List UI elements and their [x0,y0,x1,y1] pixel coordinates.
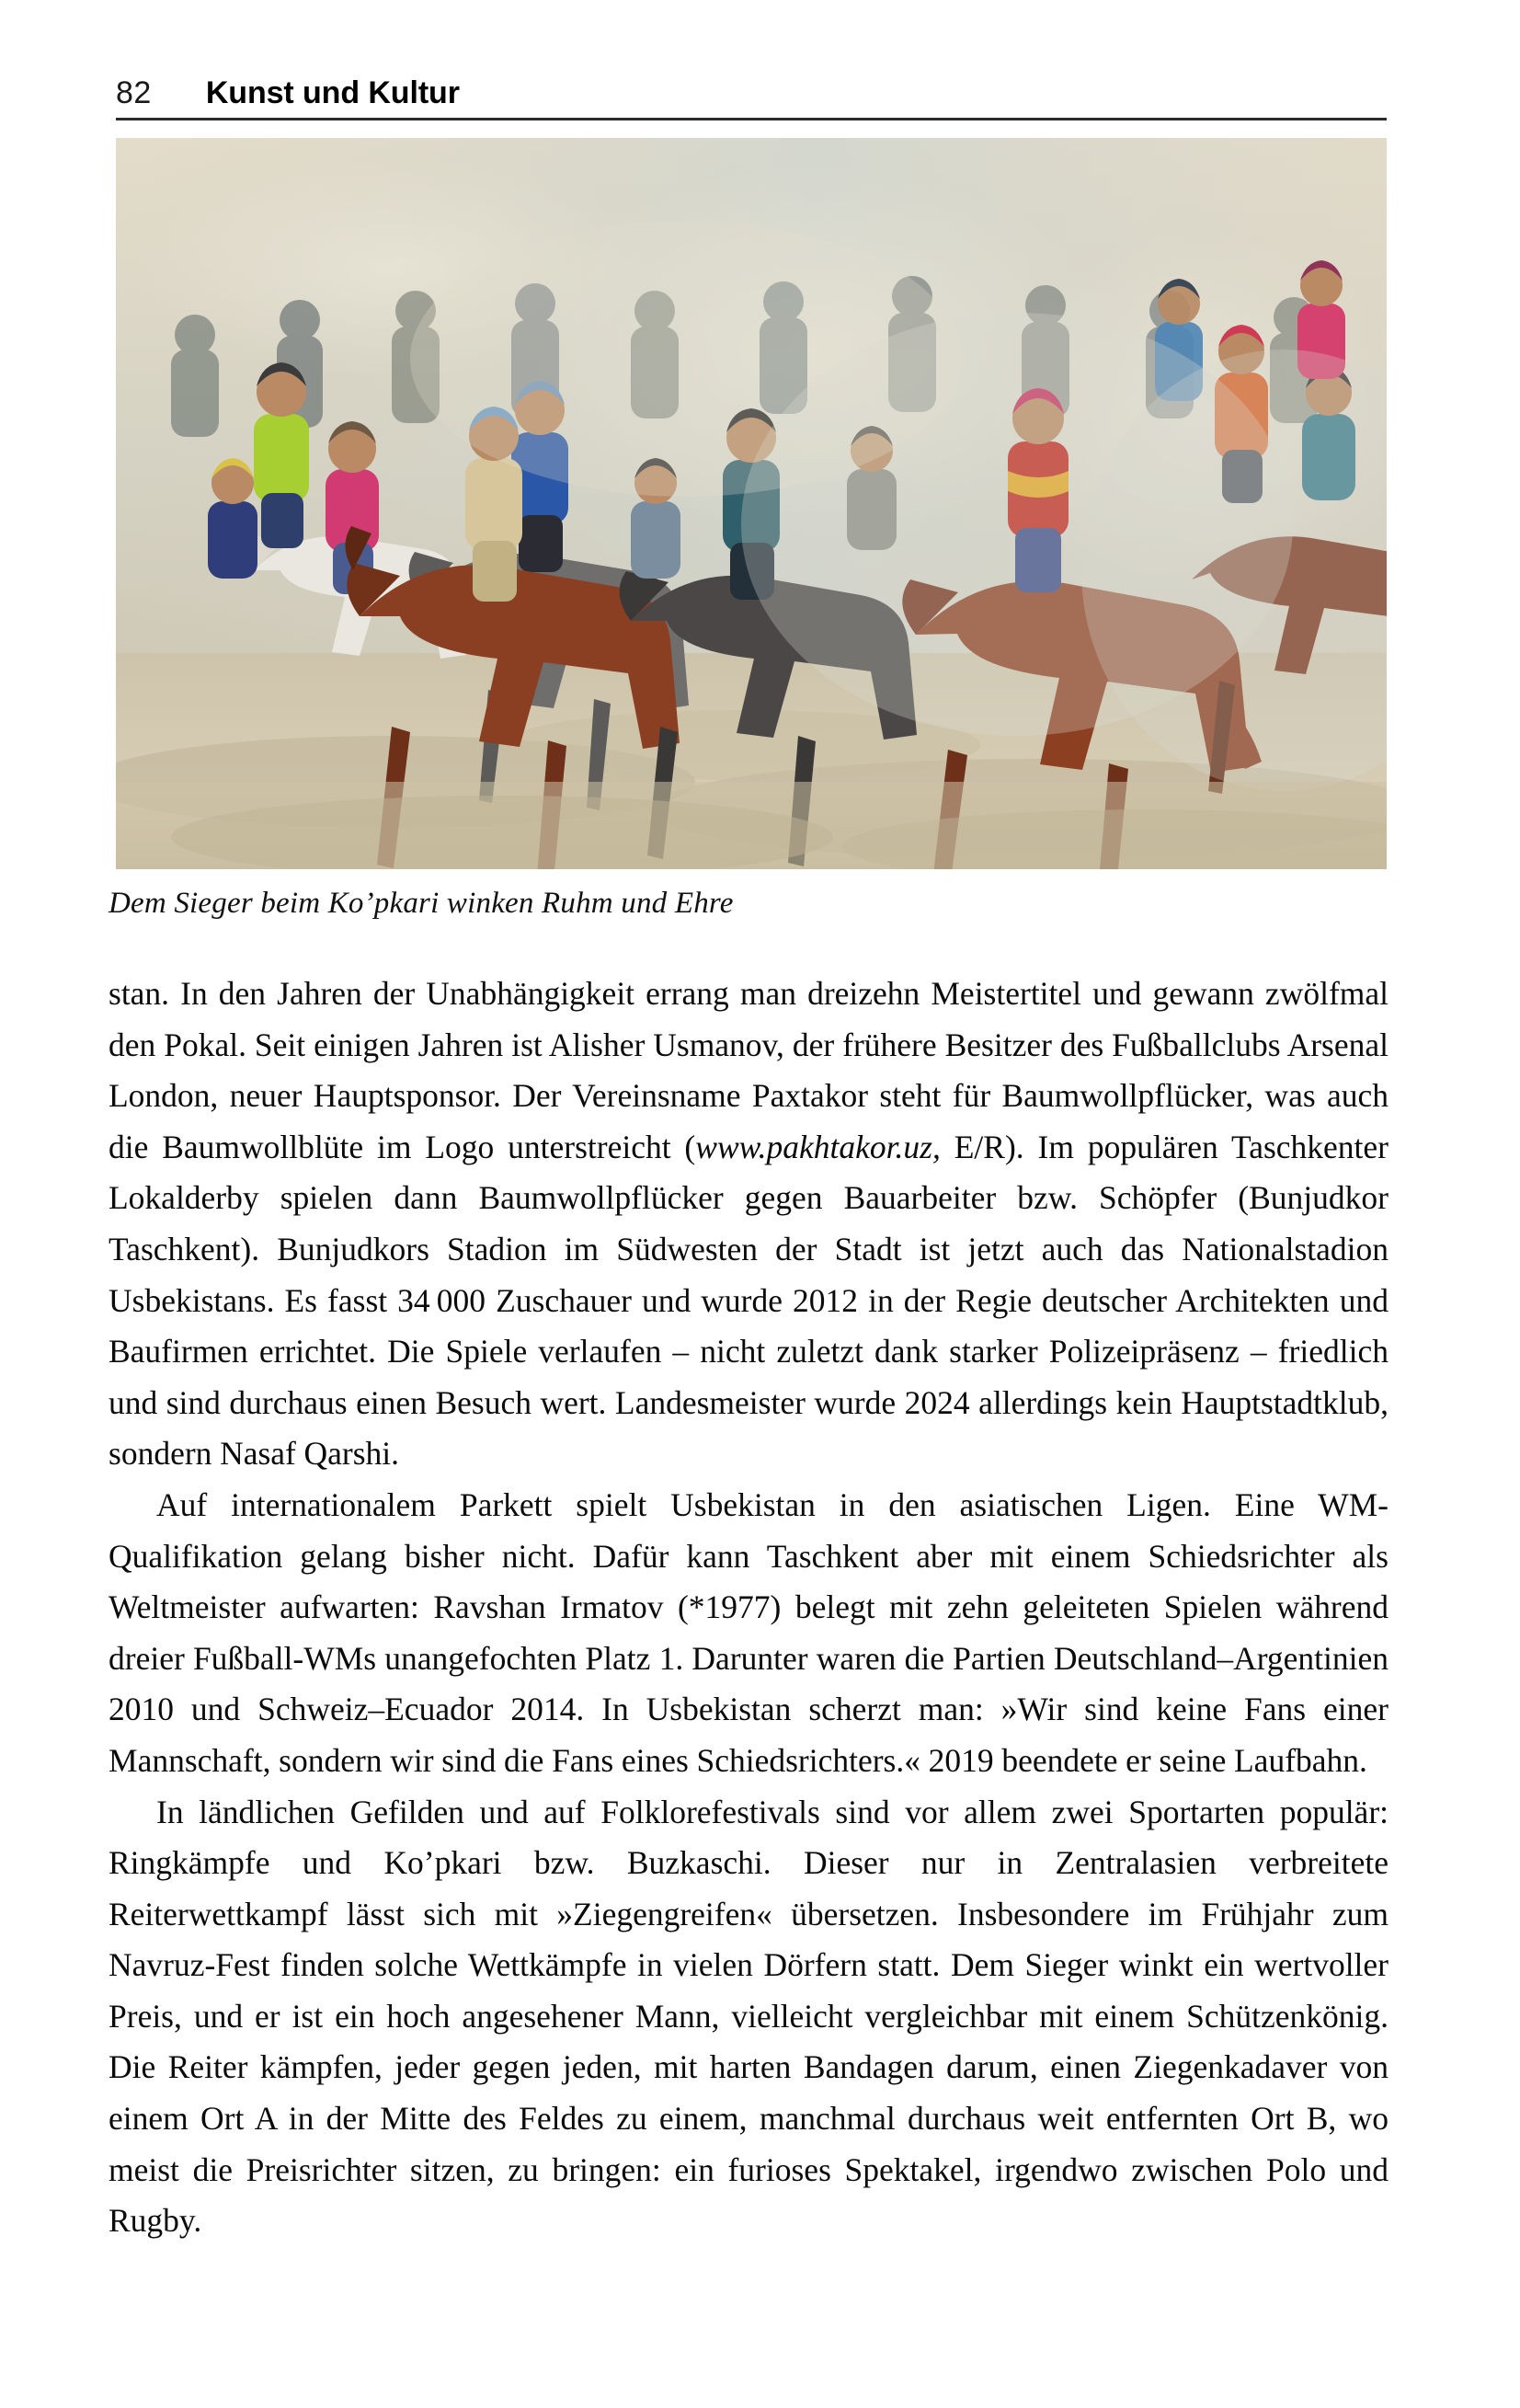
photo-illustration [116,138,1387,869]
kopkari-buzkashi-horsemen-photo [116,138,1387,869]
body-text [109,969,1389,2247]
figure-caption: Dem Sieger beim Ko’pkari winken Ruhm und Ehre [109,887,734,920]
chapter-title: Kunst und Kultur [205,75,460,110]
paragraph-3: In ländlichen Gefilden und auf Folklorefestivals sind vor allem zwei Sportarten populär: Ringkämpfe und Ko’pkari bzw. Buzkaschi. Dieser nur in Zentralasien verbreitete Reiterwettkampf lässt sich mit »Ziegengreifen« übersetzen. Insbesondere im Frühjahr zum Navruz-Fest finden solche Wettkämpfe in vielen Dörfern statt. Dem Sieger winkt ein wertvoller Preis, und er ist ein hoch angesehener Mann, vielleicht vergleichbar mit einem Schützenkönig. Die Reiter kämpfen, jeder gegen jeden, mit harten Bandagen darum, einen Ziegenkadaver von einem Ort A in der Mitte des Feldes zu einem, manchmal durchaus weit entfernten Ort B, wo meist die Preisrichter sitzen, zu bringen: ein furioses Spektakel, irgendwo zwischen Polo und Rugby. [109,1793,1389,2240]
page-number: 82 [116,75,152,110]
header-rule [116,118,1387,120]
paragraph-2: Auf internationalem Parkett spielt Usbekistan in den asiatischen Ligen. Eine WM-Qualifikation gelang bisher nicht. Dafür kann Taschkent aber mit einem Schiedsrichter als Weltmeister aufwarten: Ravshan Irmatov (*1977) belegt mit zehn geleiteten Spielen während dreier Fußball-WMs unangefochten Platz 1. Darunter waren die Partien Deutschland–Argentinien 2010 und Schweiz–Ecuador 2014. In Usbekistan scherzt man: »Wir sind keine Fans einer Mannschaft, sondern wir sind die Fans eines Schiedsrichters.« 2019 beendete er seine Laufbahn. [109,1485,1389,1779]
running-head [116,57,1387,109]
paragraph-1: stan. In den Jahren der Unabhängigkeit errang man dreizehn Meistertitel und gewann zwölfmal den Pokal. Seit einigen Jahren ist Alisher Usmanov, der frühere Besitzer des Fußballclubs Arsenal London, neuer Hauptsponsor. Der Vereinsname Paxtakor steht für Baumwollpflücker, was auch die Baumwollblüte im Logo unterstreicht (www.pakhtakor.uz, E/R). Im populären Taschkenter Lokalderby spielen dann Baumwollpflücker gegen Bauarbeiter bzw. Schöpfer (Bunjudkor Taschkent). Bunjudkors Stadion im Südwesten der Stadt ist jetzt auch das Nationalstadion Usbekistans. Es fasst 34 000 Zuschauer und wurde 2012 in der Regie deutscher Architekten und Baufirmen errichtet. Die Spiele verlaufen – nicht zuletzt dank starker Polizeipräsenz – friedlich und sind durchaus einen Besuch wert. Landesmeister wurde 2024 allerdings kein Hauptstadtklub, sondern Nasaf Qarshi. [109,975,1389,1473]
